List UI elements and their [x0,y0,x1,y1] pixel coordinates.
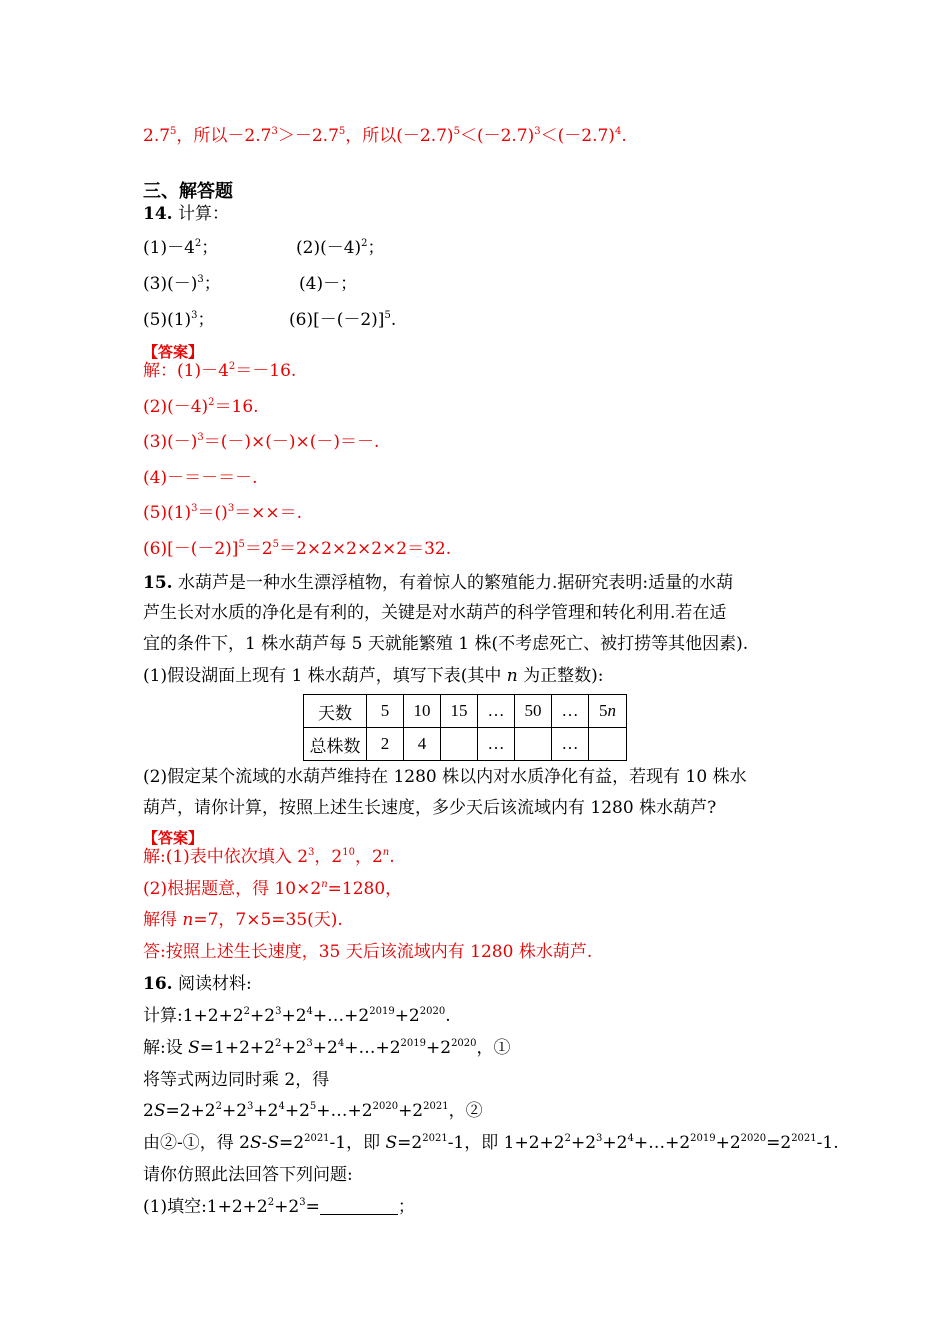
q14-item-3: $(3)(-)^3$； [143,274,221,294]
q14-answer-5: $(5)(1)^3=()^3=\times\times=$. [143,503,303,523]
q14-item-1: $(1)-4^2$； [143,238,219,258]
q14-answer-3: $(3)(-)^3=(-)\times(-)\times(-)=-$. [143,432,380,452]
q15-part-2-line-2: 葫芦，请你计算，按照上述生长速度，多少天后该流域内有 1280 株水葫芦? [143,798,717,818]
q15-part-2-line-1: (2)假定某个流域的水葫芦维持在 1280 株以内对水质净化有益，若现有 10 株水 [143,767,747,787]
q16-line-2: 解:设 $S=1+2+2^2+2^3+2^4+\dots+2^{2019}+2^{2020}$，① [143,1038,511,1058]
answer-tag: 【答案】 [143,829,204,847]
q14-answer-1: 解：$(1)-4^2=-16$. [143,361,297,381]
q15-answer-4: 答:按照上述生长速度，35 天后该流域内有 1280 株水葫芦. [143,942,593,962]
q15-part-1: (1)假设湖面上现有 1 株水葫芦，填写下表(其中 n 为正整数): [143,666,604,686]
q16-title: 16. 阅读材料: [143,974,252,994]
q14-item-6: $(6)[-(-2)]^5$. [289,310,397,330]
table-cell [441,728,478,761]
table-row [304,728,627,761]
growth-table [303,694,627,761]
q14-answer-2: $(2)(-4)^2=16$. [143,397,259,417]
table-row [304,695,627,728]
table-cell: … [552,695,589,728]
q14-item-2: $(2)(-4)^2$； [296,238,385,258]
q15-answer-3: 解得 n=7，7×5=35(天). [143,910,343,930]
table-cell: 5n [589,695,627,728]
table-cell: 天数 [304,695,367,728]
table-cell: 50 [515,695,552,728]
table-cell: … [552,728,589,761]
q14-item-4: (4)－； [299,274,358,294]
table-cell [515,728,552,761]
q15-line-2: 芦生长对水质的净化是有利的，关键是对水葫芦的科学管理和转化利用.若在适 [143,603,727,623]
section-title: 三、解答题 [143,181,233,202]
q15-answer-2: (2)根据题意，得 $10\times 2^n=1280$， [143,879,403,899]
q16-line-4: $2S=2+2^2+2^3+2^4+2^5+\dots+2^{2020}+2^{2021}$，② [143,1101,483,1121]
q16-line-6: 请你仿照此法回答下列问题: [143,1165,353,1185]
table-cell: 4 [404,728,441,761]
table-cell: 总株数 [304,728,367,761]
table-cell: 5 [367,695,404,728]
table-cell: 2 [367,728,404,761]
answer-tag: 【答案】 [143,343,204,361]
q16-line-5: 由②-①，得 $2S-S=2^{2021}-1$，即 $S=2^{2021}-1$，即 $1+2+2^2+2^3+2^4+\dots+2^{2019}+2^{2020}=2^{2021}-1$. [143,1133,839,1153]
table-cell: … [478,695,515,728]
q14-answer-6: $(6)[-(-2)]^5=2^5=2\times 2\times 2\times 2\times 2=32$. [143,539,452,559]
q14-item-5: $(5)(1)^3$； [143,310,215,330]
table-cell: … [478,728,515,761]
q16-line-7: (1)填空$:1+2+2^2+2^3=$ ； [143,1197,415,1217]
q15-line-3: 宜的条件下，1 株水葫芦每 5 天就能繁殖 1 株(不考虑死亡、被打捞等其他因素). [143,634,749,654]
table-cell [589,728,627,761]
answer-blank[interactable] [320,1196,398,1215]
q16-line-1: 计算$:1+2+2^2+2^3+2^4+\dots+2^{2019}+2^{2020}$. [143,1006,451,1026]
table-cell: 10 [404,695,441,728]
prev-answer-line: $2.7^5$，所以$-2.7^3>-2.7^5$，所以$(-2.7)^5<(-2.7)^3<(-2.7)^4$. [143,126,627,146]
q15-answer-1: 解:(1)表中依次填入 $2^3$，$2^{10}$，2$^n$. [143,847,395,867]
q14-title: 14. 计算： [143,204,229,224]
q14-answer-4: (4)－＝－＝－. [143,468,258,488]
q16-line-3: 将等式两边同时乘 2，得 [143,1070,330,1090]
q15-line-1: 15. 水葫芦是一种水生漂浮植物，有着惊人的繁殖能力.据研究表明:适量的水葫 [143,573,734,593]
table-cell: 15 [441,695,478,728]
